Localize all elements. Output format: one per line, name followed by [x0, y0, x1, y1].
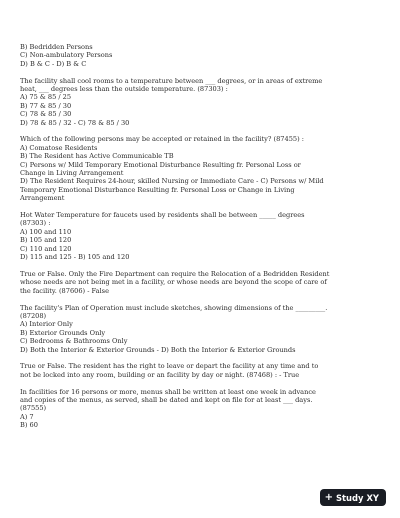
text-line: D) Both the Interior & Exterior Grounds - D) Both the Interior & Exterior Grounds	[20, 345, 296, 354]
text-line: not be locked into any room, building or an facility by day or night. (87468) : - True	[20, 370, 300, 379]
text-line: (87303) :	[20, 219, 51, 228]
text-line: B) Bedridden Persons	[20, 43, 93, 51]
text-line: Temporary Emotional Disturbance Resulting fr. Personal Loss or Change in Living	[20, 185, 295, 194]
text-line: True or False. The resident has the right to leave or depart the facility at any time and to	[20, 362, 319, 371]
text-line: B) 77 & 85 / 30	[20, 101, 72, 110]
text-line: B) 60	[20, 421, 38, 430]
text-line: B) The Resident has Active Communicable TB	[20, 152, 174, 161]
plus-icon: +	[324, 491, 334, 503]
text-line: Arrangement	[20, 194, 65, 203]
text-line: C) 110 and 120	[20, 244, 72, 253]
question-block-q-leave-facility	[20, 362, 380, 379]
text-line: A) 100 and 110	[20, 227, 72, 236]
text-line: D) 115 and 125 - B) 105 and 120	[20, 253, 130, 262]
text-line: A) Comatose Residents	[20, 143, 98, 152]
text-line: Hot Water Temperature for faucets used by residents shall be between _____ degrees	[20, 211, 305, 220]
question-block-q-menus	[20, 388, 380, 430]
text-line: (87208)	[20, 311, 47, 320]
logo-text-study: Study	[336, 492, 364, 503]
question-block-q-hot-water	[20, 211, 380, 261]
studyxy-logo[interactable]	[320, 489, 386, 506]
text-line: heat, ___ degrees less than the outside temperature. (87303) :	[20, 85, 228, 94]
logo-text-xy: XY	[366, 492, 379, 503]
question-block-q-retained	[20, 135, 380, 202]
text-line: C) Bedrooms & Bathrooms Only	[20, 337, 128, 346]
text-line: D) 78 & 85 / 32 - C) 78 & 85 / 30	[20, 118, 130, 127]
question-block-intro	[20, 43, 380, 68]
text-line: True or False. Only the Fire Department can require the Relocation of a Bedridden Resident	[20, 269, 330, 278]
text-line: D) The Resident Requires 24-hour, skilled Nursing or Immediate Care - C) Persons w/ Mild	[20, 177, 324, 186]
text-line: and copies of the menus, as served, shall be dated and kept on file for at least ___ days.	[20, 395, 313, 404]
text-line: The facility's Plan of Operation must include sketches, showing dimensions of the _________.	[20, 303, 328, 312]
text-line: B) 105 and 120	[20, 236, 72, 245]
text-line: A) 7	[20, 412, 34, 421]
text-line: A) Interior Only	[20, 320, 73, 329]
text-line: B) Exterior Grounds Only	[20, 328, 106, 337]
text-line: C) Non-ambulatory Persons	[20, 51, 113, 60]
text-line: Which of the following persons may be accepted or retained in the facility? (87455) :	[20, 135, 304, 144]
text-line: D) B & C - D) B & C	[20, 59, 87, 68]
text-line: (87555)	[20, 404, 47, 413]
text-line: In facilities for 16 persons or more, menus shall be written at least one week in advance	[20, 387, 316, 396]
text-line: C) 78 & 85 / 30	[20, 110, 72, 119]
text-line: A) 75 & 85 / 25	[20, 93, 72, 102]
document-page	[20, 43, 380, 438]
question-block-q-fire-department	[20, 270, 380, 295]
text-line: whose needs are not being met in a facility, or whose needs are beyond the scope of care of	[20, 278, 327, 287]
question-block-q-plan-of-operation	[20, 304, 380, 354]
text-line: Change in Living Arrangement	[20, 169, 124, 178]
text-line: the facility. (87606) - False	[20, 286, 109, 295]
text-line: C) Persons w/ Mild Temporary Emotional Disturbance Resulting fr. Personal Loss or	[20, 160, 301, 169]
question-block-q-temperature	[20, 77, 380, 127]
text-line: The facility shall cool rooms to a temperature between ___ degrees, or in areas of extreme	[20, 76, 323, 85]
